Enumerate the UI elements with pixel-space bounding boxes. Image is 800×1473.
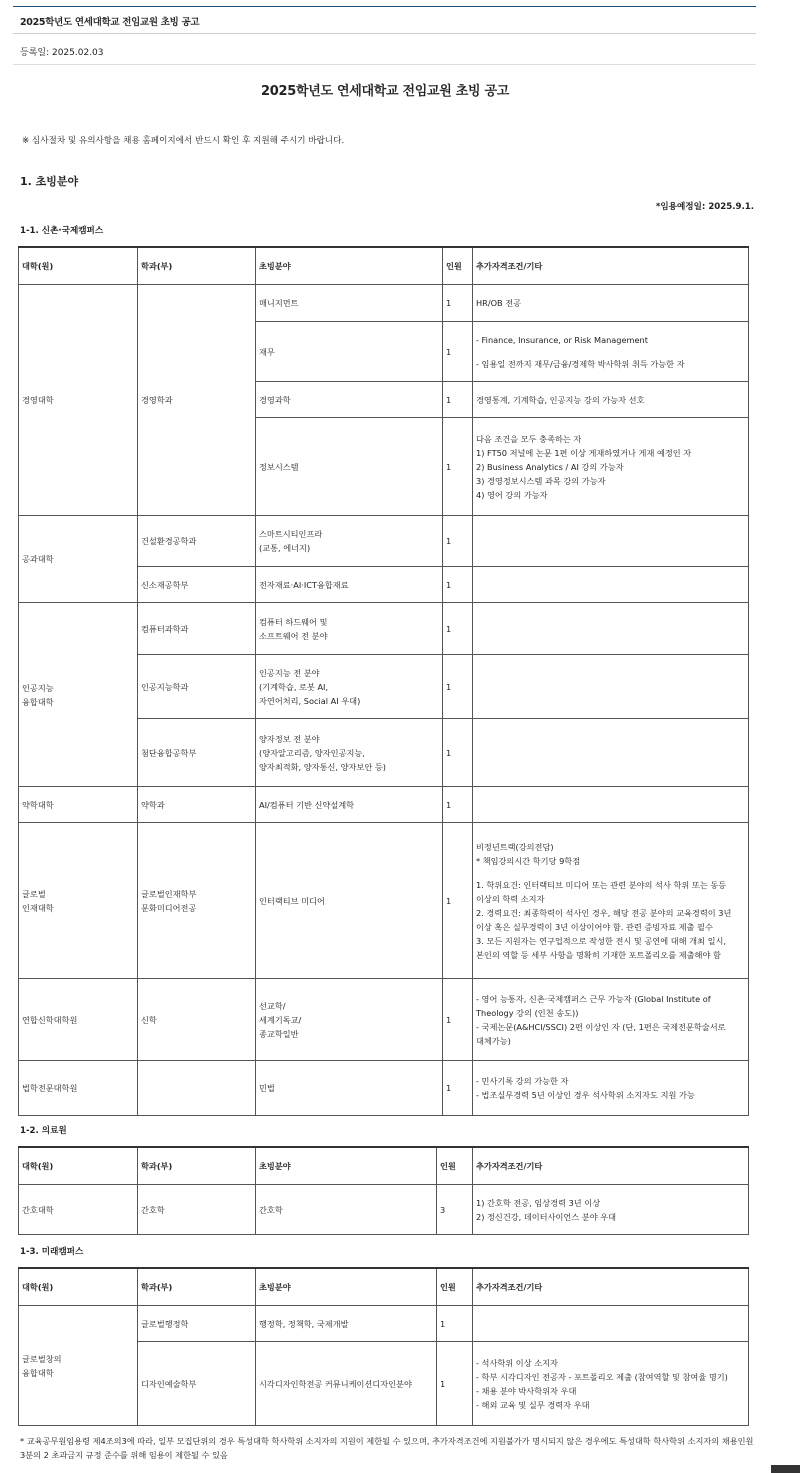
col-header-count: 인원 (437, 1268, 473, 1306)
table-row (19, 516, 749, 567)
notes-cell: HR/OB 전공 (473, 285, 749, 322)
subsection-heading-medical: 1-2. 의료원 (20, 1126, 67, 1136)
dept-cell: 건설환경공학과 (138, 516, 256, 567)
col-header-college: 대학(원) (19, 247, 138, 285)
count-cell: 3 (437, 1185, 473, 1235)
field-cell: 정보시스템 (256, 418, 443, 516)
col-header-college: 대학(원) (19, 1268, 138, 1306)
table-row (19, 1061, 749, 1116)
college-cell: 글로벌 인재대학 (19, 823, 138, 979)
field-cell: 간호학 (256, 1185, 437, 1235)
registration-date: 등록일: 2025.02.03 (20, 48, 104, 58)
board-title: 2025학년도 연세대학교 전임교원 초빙 공고 (20, 17, 200, 28)
col-header-dept: 학과(부) (138, 1268, 256, 1306)
field-cell: 선교학/ 세계기독교/ 종교학일반 (256, 979, 443, 1061)
appointment-date: *임용예정일: 2025.9.1. (655, 202, 754, 212)
field-cell: 전자재료·AI·ICT융합재료 (256, 567, 443, 603)
notes-cell (473, 603, 749, 655)
count-cell: 1 (443, 603, 473, 655)
section-heading: 1. 초빙분야 (20, 175, 79, 188)
col-header-dept: 학과(부) (138, 1147, 256, 1185)
college-cell: 인공지능 융합대학 (19, 603, 138, 787)
col-header-count: 인원 (437, 1147, 473, 1185)
notes-cell (473, 1306, 749, 1342)
notes-cell (473, 787, 749, 823)
notice-text: ※ 심사절차 및 유의사항을 채용 홈페이지에서 반드시 확인 후 지원해 주시기 바랍니다. (22, 136, 345, 146)
count-cell: 1 (443, 1061, 473, 1116)
notes-cell (473, 567, 749, 603)
college-cell: 글로벌창의 융합대학 (19, 1306, 138, 1426)
field-cell: 재무 (256, 322, 443, 382)
count-cell: 1 (443, 516, 473, 567)
col-header-notes: 추가자격조건/기타 (473, 1147, 749, 1185)
table-row (19, 603, 749, 655)
col-header-count: 인원 (443, 247, 473, 285)
notes-cell: - 영어 능통자, 신촌·국제캠퍼스 근무 가능자 (Global Institute of Theology 강의 (인천 송도)) - 국제논문(A&HCI/SSCI) 2편 이상인 자 (단, 1편은 국제전문학술서로 대체가능) (473, 979, 749, 1061)
field-cell: 행정학, 정책학, 국제개발 (256, 1306, 437, 1342)
table-header-row (19, 247, 749, 285)
college-cell: 간호대학 (19, 1185, 138, 1235)
dept-cell: 첨단융합공학부 (138, 719, 256, 787)
dept-cell: 약학과 (138, 787, 256, 823)
table-header-row (19, 1268, 749, 1306)
count-cell: 1 (443, 979, 473, 1061)
dept-cell: 간호학 (138, 1185, 256, 1235)
dept-cell: 디자인예술학부 (138, 1342, 256, 1426)
dept-cell: 글로벌인재학부 문화미디어전공 (138, 823, 256, 979)
col-header-field: 초빙분야 (256, 1268, 437, 1306)
scroll-to-top-button[interactable] (771, 1465, 800, 1473)
top-rule (13, 6, 756, 7)
col-header-notes: 추가자격조건/기타 (473, 1268, 749, 1306)
dept-cell (138, 1061, 256, 1116)
notes-cell: 1) 간호학 전공, 임상경력 3년 이상 2) 정신건강, 데이터사이언스 분야 우대 (473, 1185, 749, 1235)
notes-cell (473, 655, 749, 719)
field-cell: 시각디자인학전공 커뮤니케이션디자인분야 (256, 1342, 437, 1426)
field-cell: 매니지먼트 (256, 285, 443, 322)
dept-cell: 인공지능학과 (138, 655, 256, 719)
divider (13, 33, 756, 34)
table-row (19, 979, 749, 1061)
subsection-heading-sinchon: 1-1. 신촌·국제캠퍼스 (20, 226, 104, 236)
footnote: * 교육공무원임용령 제4조의3에 따라, 일부 모집단위의 경우 특성대학 학사학위 소지자의 지원이 제한될 수 있으며, 추가자격조건에 지원불가가 명시되지 않은 경우에도 특성대학 학사학위 소지자의 채용인원 3분의 2 초과금지 규정 준수를 위해 임용이 제한될 수 있음 (20, 1436, 754, 1460)
count-cell: 1 (443, 382, 473, 418)
count-cell: 1 (443, 285, 473, 322)
table-row (19, 1306, 749, 1342)
table-row (19, 285, 749, 322)
dept-cell: 신학 (138, 979, 256, 1061)
subsection-heading-future-campus: 1-3. 미래캠퍼스 (20, 1247, 84, 1257)
field-cell: AI/컴퓨터 기반 신약설계학 (256, 787, 443, 823)
document-title: 2025학년도 연세대학교 전임교원 초빙 공고 (260, 84, 509, 99)
count-cell: 1 (443, 418, 473, 516)
notes-cell: - 석사학위 이상 소지자 - 학부 시각디자인 전공자 - 포트폴리오 제출 (참여역할 및 참여율 명기) - 채용 분야 박사학위자 우대 - 해외 교육 및 실무 경력자 우대 (473, 1342, 749, 1426)
count-cell: 1 (443, 655, 473, 719)
col-header-notes: 추가자격조건/기타 (473, 247, 749, 285)
col-header-dept: 학과(부) (138, 247, 256, 285)
dept-cell: 경영학과 (138, 285, 256, 516)
col-header-field: 초빙분야 (256, 1147, 437, 1185)
notes-cell (473, 719, 749, 787)
table-row (19, 787, 749, 823)
positions-table-medical (18, 1146, 749, 1235)
table-row (19, 823, 749, 979)
count-cell: 1 (443, 787, 473, 823)
count-cell: 1 (443, 322, 473, 382)
field-cell: 민법 (256, 1061, 443, 1116)
notes-cell: - 민사기록 강의 가능한 자 - 법조실무경력 5년 이상인 경우 석사학위 소지자도 지원 가능 (473, 1061, 749, 1116)
field-cell: 경영과학 (256, 382, 443, 418)
notes-cell: 다음 조건을 모두 충족하는 자 1) FT50 저널에 논문 1편 이상 게재하였거나 게재 예정인 자 2) Business Analytics / AI 강의 가능자 3) 경영정보시스템 과목 강의 가능자 4) 영어 강의 가능자 (473, 418, 749, 516)
count-cell: 1 (443, 719, 473, 787)
field-cell: 인터랙티브 미디어 (256, 823, 443, 979)
positions-table-future-campus (18, 1267, 749, 1426)
dept-cell: 신소재공학부 (138, 567, 256, 603)
dept-cell: 글로벌행정학 (138, 1306, 256, 1342)
college-cell: 공과대학 (19, 516, 138, 603)
college-cell: 약학대학 (19, 787, 138, 823)
dept-cell: 컴퓨터과학과 (138, 603, 256, 655)
college-cell: 경영대학 (19, 285, 138, 516)
table-header-row (19, 1147, 749, 1185)
count-cell: 1 (443, 567, 473, 603)
college-cell: 연합신학대학원 (19, 979, 138, 1061)
field-cell: 컴퓨터 하드웨어 및 소프트웨어 전 분야 (256, 603, 443, 655)
col-header-field: 초빙분야 (256, 247, 443, 285)
notes-cell: 비정년트랙(강의전담) * 책임강의시간 학기당 9학점 1. 학위요건: 인터랙티브 미디어 또는 관련 분야의 석사 학위 또는 동등 이상의 학력 소지자 2. 경력요건: 최종학력이 석사인 경우, 해당 전공 분야의 교육경력이 3년 이상 혹은 실무경력이 3년 이상이어야 함. 관련 증빙자료 제출 필수 3. 모든 지원자는 연구업적으로 작성한 전시 및 공연에 대해 개최 일시, 본인의 역할 등 세부 사항을 명확히 기재한 포트폴리오를 제출해야 함 (473, 823, 749, 979)
notes-cell: 경영통계, 기계학습, 인공지능 강의 가능자 선호 (473, 382, 749, 418)
divider (13, 64, 756, 65)
notes-cell: - Finance, Insurance, or Risk Management - 임용일 전까지 재무/금융/경제학 박사학위 취득 가능한 자 (473, 322, 749, 382)
field-cell: 스마트시티인프라 (교통, 에너지) (256, 516, 443, 567)
field-cell: 양자정보 전 분야 (양자알고리즘, 양자인공지능, 양자최적화, 양자통신, 양자보안 등) (256, 719, 443, 787)
count-cell: 1 (437, 1306, 473, 1342)
notes-cell (473, 516, 749, 567)
count-cell: 1 (437, 1342, 473, 1426)
field-cell: 인공지능 전 분야 (기계학습, 로봇 AI, 자연어처리, Social AI 우대) (256, 655, 443, 719)
table-row (19, 1185, 749, 1235)
college-cell: 법학전문대학원 (19, 1061, 138, 1116)
col-header-college: 대학(원) (19, 1147, 138, 1185)
count-cell: 1 (443, 823, 473, 979)
positions-table-sinchon (18, 246, 749, 1116)
